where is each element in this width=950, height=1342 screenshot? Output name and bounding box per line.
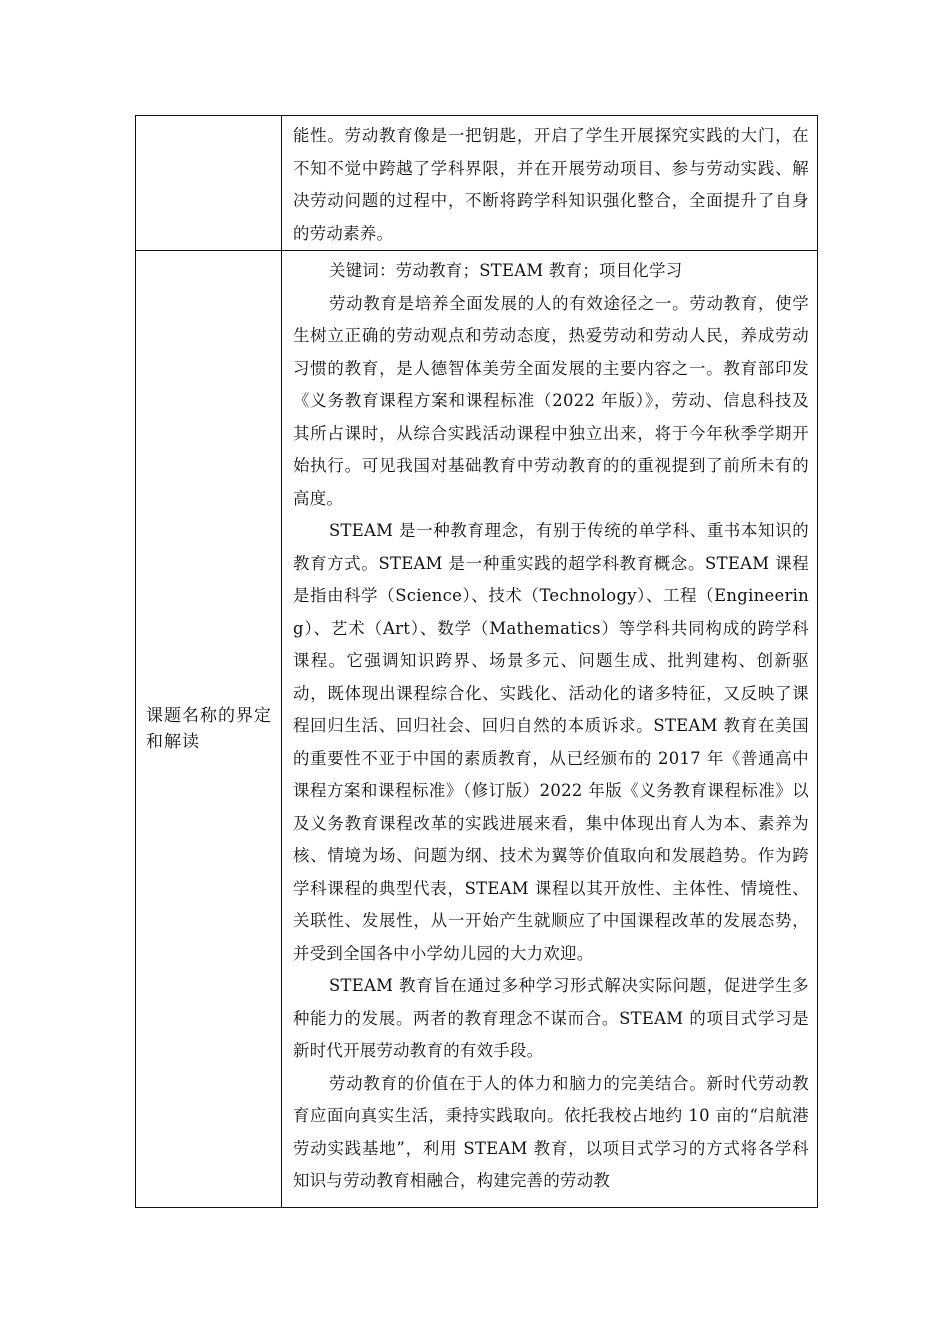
content-cell [282, 116, 818, 251]
table-row [136, 116, 818, 251]
paragraph-steam-goal: STEAM 教育旨在通过多种学习形式解决实际问题，促进学生多种能力的发展。两者的教育理念不谋而合。STEAM 的项目式学习是新时代开展劳动教育的有效手段。 [293, 976, 809, 1060]
row1-content: 能性。劳动教育像是一把钥匙，开启了学生开展探究实践的大门，在不知不觉中跨越了学科界限，并在开展劳动项目、参与劳动实践、解决劳动问题的过程中，不断将跨学科知识强化整合，全面提升了自身的劳动素养。 [293, 126, 809, 243]
paragraph-labor-education: 劳动教育是培养全面发展的人的有效途径之一。劳动教育，使学生树立正确的劳动观点和劳动态度，热爱劳动和劳动人民，养成劳动习惯的教育，是人德智体美劳全面发展的主要内容之一。教育部印发《义务教育课程方案和课程标准（2022 年版）》，劳动、信息科技及其所占课时，从综合实践活动课程中独立出来，将于今年秋季学期开始执行。可见我国对基础教育中劳动教育的的重视提到了前所未有的高度。 [293, 293, 809, 508]
table-row [136, 251, 818, 1208]
keywords-line: 关键词：劳动教育；STEAM 教育；项目化学习 [329, 261, 683, 280]
label-cell-empty [136, 116, 282, 251]
topic-definition-label: 课题名称的界定和解读 [146, 706, 272, 752]
label-cell-topic [136, 251, 282, 1208]
content-cell [282, 251, 818, 1208]
paragraph-steam-concept: STEAM 是一种教育理念，有别于传统的单学科、重书本知识的教育方式。STEAM 是一种重实践的超学科教育概念。STEAM 课程是指由科学（Science）、技术（Technology）、工程（Engineering）、艺术（Art）、数学（Mathematics）等学科共同构成的跨学科课程。它强调知识跨界、场景多元、问题生成、批判建构、创新驱动，既体现出课程综合化、实践化、活动化的诸多特征，又反映了课程回归生活、回归社会、回归自然的本质诉求。STEAM 教育在美国的重要性不亚于中国的素质教育，从已经颁布的 2017 年《普通高中课程方案和课程标准》（修订版）2022 年版《义务教育课程标准》以及义务教育课程改革的实践进展来看，集中体现出育人为本、素养为核、情境为场、问题为纲、技术为翼等价值取向和发展趋势。作为跨学科课程的典型代表，STEAM 课程以其开放性、主体性、情境性、关联性、发展性，从一开始产生就顺应了中国课程改革的发展态势，并受到全国各中小学幼儿园的大力欢迎。 [293, 521, 809, 963]
research-table [135, 115, 818, 1208]
paragraph-labor-value: 劳动教育的价值在于人的体力和脑力的完美结合。新时代劳动教育应面向真实生活，秉持实践取向。依托我校占地约 10 亩的“启航港劳动实践基地”，利用 STEAM 教育，以项目式学习的方式将各学科知识与劳动教育相融合，构建完善的劳动教 [293, 1073, 809, 1190]
